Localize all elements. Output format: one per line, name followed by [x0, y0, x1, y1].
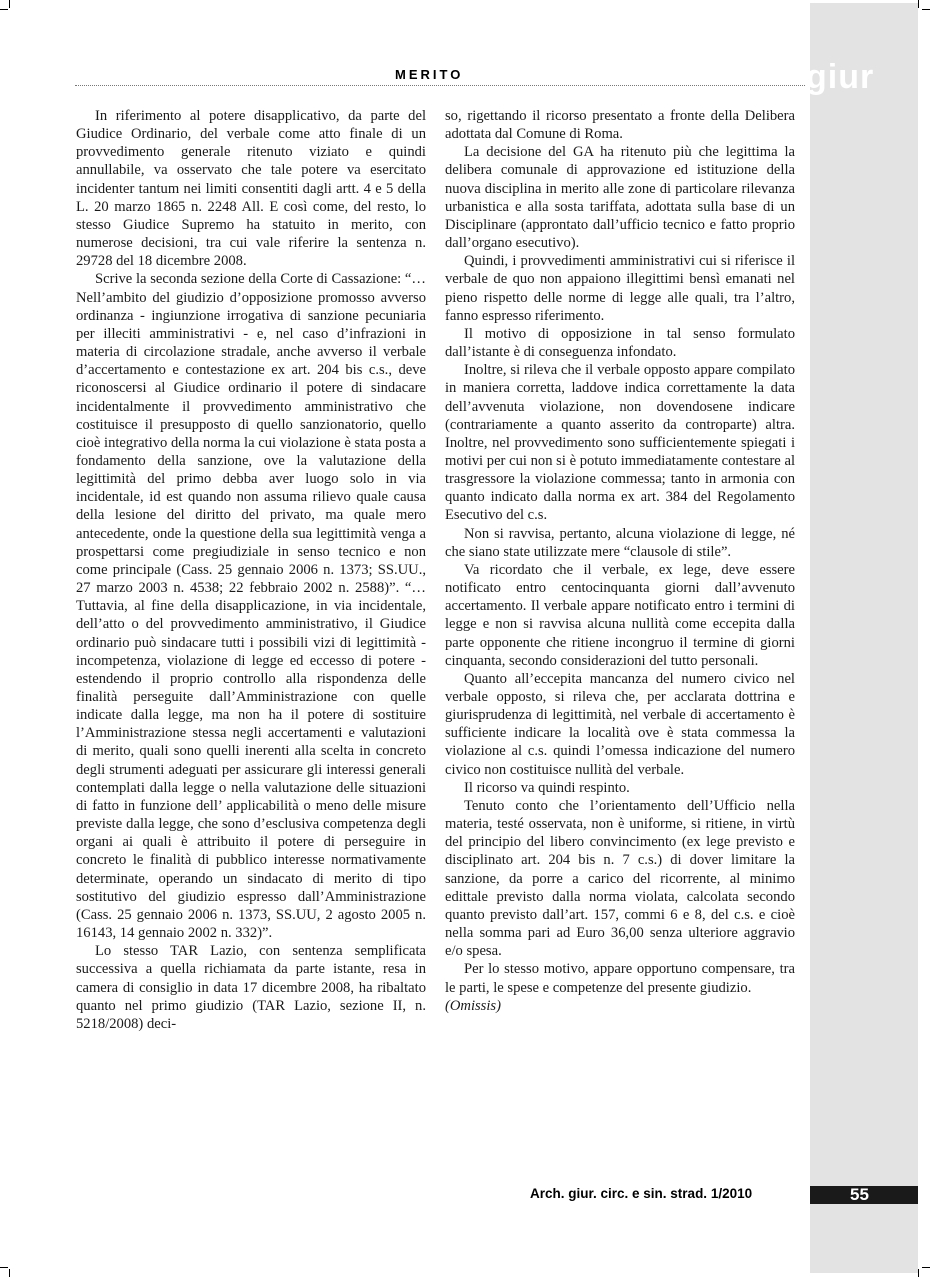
crop-mark	[0, 9, 8, 10]
paragraph: Scrive la seconda sezione della Corte di Cassazione: “… Nell’ambito del giudizio d’opposizione promosso avverso ordinanza - ingiunzione irrogativa di sanzione pecuniaria per illeciti amministrativi - e, nel caso d’infrazioni in materia di circolazione stradale, anche avverso il verbale d’accertamento e contestazione ex art. 204 bis c.s., deve riconoscersi al Giudice ordinario il potere di sindacare incidentalmente il provvedimento amministrativo che costituisce il presupposto di quello sanzionatorio, quello cioè integrativo della norma la cui violazione è stata posta a fondamento della sanzione, ove la valutazione della legittimità del primo debba aver luogo solo in via incidentale, id est quando non assuma rilievo quale causa della lesione del diritto del privato, ma quale mero antecedente, onde la questione della sua legittimità venga a prospettarsi come pregiudiziale in senso tecnico e non come principale (Cass. 25 gennaio 2006 n. 1373; SS.UU., 27 marzo 2003 n. 4538; 22 febbraio 2002 n. 2588)”. “… Tuttavia, al fine della disapplicazione, in via incidentale, dell’atto o del provvedimento amministrativo, il Giudice ordinario può sindacare tutti i possibili vizi di legittimità - incompetenza, violazione di legge ed eccesso di potere - estendendo il proprio controllo alla rispondenza delle finalità perseguite dall’Amministrazione con quelle indicate dalla legge, ma non ha il potere di sostituire l’Amministrazione stessa negli accertamenti e valutazioni di merito, quali sono quelli inerenti alla scelta in concreto degli strumenti adeguati per assicurare gli interessi generali contemplati dalla legge o nella valutazione delle situazioni di fatto in funzione dell’ applicabilità o meno delle misure previste dalla legge, che sono d’esclusiva competenza degli organi ai quali è attribuito il potere di perseguire in concreto le finalità di pubblico interesse normativamente determinate, operando un sindacato di merito di tipo sostitutivo del giudizio espresso dall’Amministrazione (Cass. 25 gennaio 2006 n. 1373, SS.UU, 2 agosto 2005 n. 16143, 14 gennaio 2002 n. 332)”.	[76, 271, 426, 942]
paragraph: Quindi, i provvedimenti amministrativi cui si riferisce il verbale de quo non appaiono illegittimi bensì emanati nel pieno rispetto delle norme di legge alle quali, tra l’altro, fanno espresso riferimento.	[445, 253, 795, 324]
paragraph: In riferimento al potere disapplicativo, da parte del Giudice Ordinario, del verbale come atto finale di un provvedimento generale ritenuto viziato e quindi annullabile, va osservato che tale potere va esercitato incidenter tantum nei limiti consentiti dagli artt. 4 e 5 della L. 20 marzo 1865 n. 2248 All. E così come, del resto, lo stesso Giudice Supremo ha statuito in merito, con numerose decisioni, tra cui vale riferire la sentenza n. 29728 del 18 dicembre 2008.	[76, 108, 426, 270]
paragraph: La decisione del GA ha ritenuto più che legittima la delibera comunale di approvazione ed istituzione della nuova disciplina in merito alle zone di particolare rilevanza urbanistica e alla sosta tariffata, adottata sulla base di un Disciplinare (approntato dall’ufficio tecnico e fatto proprio dall’organo esecutivo).	[445, 144, 795, 252]
header-rule	[75, 85, 805, 86]
running-head: MERITO	[395, 67, 464, 82]
crop-mark	[0, 1267, 8, 1268]
crop-mark	[9, 0, 10, 8]
crop-mark	[918, 0, 919, 8]
paragraph: Quanto all’eccepita mancanza del numero civico nel verbale opposto, si rileva che, per acclarata dottrina e giurisprudenza di legittimità, nel verbale di accertamento è sufficiente indicare la località ove è stata commessa la violazione al c.s. quindi l’omessa indicazione del numero civico non costituisce nullità del verbale.	[445, 670, 795, 778]
section-tab-label: giur	[806, 58, 875, 96]
paragraph	[445, 960, 795, 1014]
paragraph: Il ricorso va quindi respinto.	[464, 779, 630, 796]
paragraph: Va ricordato che il verbale, ex lege, deve essere notificato entro centocinquanta giorni dall’avvenuto accertamento. Il verbale appare notificato entro i termini di legge e non si ravvisa alcuna nullità come eccepita dalla parte opponente che ritiene incongruo il termine di giorni cinquanta, secondo considerazioni del tutto personali.	[445, 561, 795, 669]
paragraph: Inoltre, si rileva che il verbale opposto appare compilato in maniera corretta, laddove indica correttamente la data dell’avvenuta violazione, non dovendosene indicare (contrariamente a quanto asserito da controparte) altra. Inoltre, nel provvedimento sono sufficientemente spiegati i motivi per cui non si è potuto immediatamente contestare al trasgressore la violazione commessa; tanto in armonia con quanto indicato dalla norma ex art. 384 del Regolamento Esecutivo del c.s.	[445, 362, 795, 524]
side-strip	[810, 3, 918, 1273]
crop-mark	[918, 1269, 919, 1277]
paragraph: Tenuto conto che l’orientamento dell’Ufficio nella materia, testé osservata, non è uniforme, si ritiene, in virtù del principio del libero convincimento (ex lege previsto e disciplinato art. 204 bis n. 7 c.s.) di dover limitare la sanzione, da porre a carico del ricorrente, al minimo edittale previsto dalla norma violata, calcolata secondo quanto previsto dall’art. 157, commi 6 e 8, del c.s. e cioè nella somma pari ad Euro 36,00 senza ulteriore aggravio e/o spesa.	[445, 797, 795, 960]
paragraph: Non si ravvisa, pertanto, alcuna violazione di legge, né che siano state utilizzate mere “clausole di stile”.	[445, 525, 795, 560]
crop-mark	[922, 9, 930, 10]
paragraph-text: Per lo stesso motivo, appare opportuno compensare, tra le parti, le spese e competenze del presente giudizio.	[445, 961, 795, 996]
paragraph: Lo stesso TAR Lazio, con sentenza semplificata successiva a quella richiamata da parte istante, resa in camera di consiglio in data 17 dicembre 2008, ha ribaltato quanto nel primo giudizio (TAR Lazio, sezione II, n. 5218/2008) deci-	[76, 943, 426, 1032]
paragraph: Il motivo di opposizione in tal senso formulato dall’istante è di conseguenza infondato.	[445, 325, 795, 361]
left-column	[76, 107, 426, 1033]
page-number: 55	[850, 1185, 869, 1204]
crop-mark	[9, 1269, 10, 1277]
crop-mark	[922, 1267, 930, 1268]
journal-title: Arch. giur. circ. e sin. strad. 1/2010	[530, 1186, 753, 1201]
paragraph: so, rigettando il ricorso presentato a fronte della Delibera adottata dal Comune di Roma.	[445, 108, 795, 143]
right-column	[445, 107, 795, 1015]
omissis-note: (Omissis)	[445, 997, 501, 1014]
